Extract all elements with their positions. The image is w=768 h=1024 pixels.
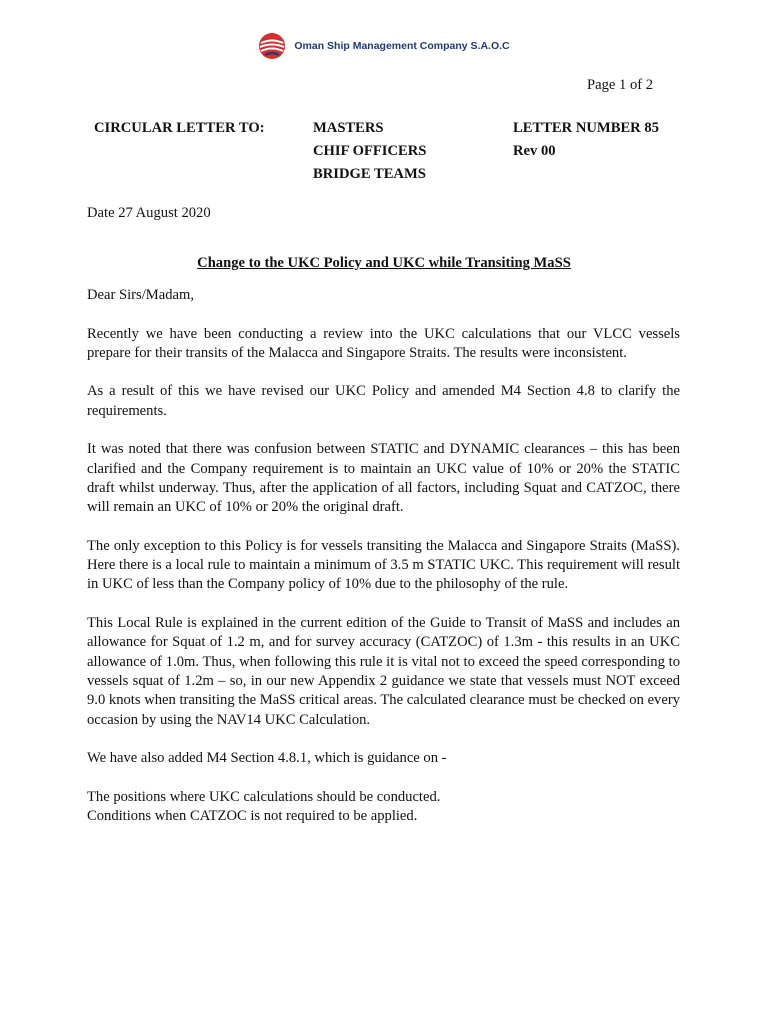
company-logo-icon [258,32,286,60]
list-item: The positions where UKC calculations should be conducted. [87,788,441,805]
recipient-bridge-teams: BRIDGE TEAMS [313,166,426,182]
recipient-chief-officers: CHIF OFFICERS [313,143,427,159]
addressee-row-3 [0,166,768,186]
circular-letter-label: CIRCULAR LETTER TO: [94,120,265,136]
letter-body [87,286,680,826]
letter-date: Date 27 August 2020 [87,205,211,221]
list-item: Conditions when CATZOC is not required to be applied. [87,808,418,825]
recipient-masters: MASTERS [313,120,384,136]
letter-number: LETTER NUMBER 85 [513,120,659,136]
addressee-row-2 [0,143,768,163]
paragraph: This Local Rule is explained in the current edition of the Guide to Transit of MaSS and includes an allowance for Squat of 1.2 m, and for survey accuracy (CATZOC) of 1.3m - this results in an UKC allowance of 1.0m. Thus, when following this rule it is vital not to exceed the speed corresponding to vessels squat of 1.2m – so, in our new Appendix 2 guidance we state that vessels must NOT exceed 9.0 knots when transiting the MaSS critical areas. The calculated clearance must be checked on every occasion by using the NAV14 UKC Calculation. [87,615,680,728]
letter-title: Change to the UKC Policy and UKC while Transiting MaSS [197,255,571,271]
addressee-row-1 [0,120,768,140]
page-number: Page 1 of 2 [587,77,654,93]
revision: Rev 00 [513,143,556,159]
letterhead [0,32,768,60]
salutation: Dear Sirs/Madam, [87,287,194,303]
company-name: Oman Ship Management Company S.A.O.C [294,40,510,52]
paragraph: Recently we have been conducting a review into the UKC calculations that our VLCC vessels prepare for their transits of the Malacca and Singapore Straits. The results were inconsistent. [87,325,680,361]
paragraph: The only exception to this Policy is for vessels transiting the Malacca and Singapore Straits (MaSS). Here there is a local rule to maintain a minimum of 3.5 m STATIC UKC. This requirement will result in UKC of less than the Company policy of 10% due to the philosophy of the rule. [87,537,680,593]
paragraph: We have also added M4 Section 4.8.1, which is guidance on - [87,750,447,767]
paragraph: As a result of this we have revised our UKC Policy and amended M4 Section 4.8 to clarify the requirements. [87,383,680,419]
paragraph: It was noted that there was confusion between STATIC and DYNAMIC clearances – this has been clarified and the Company requirement is to maintain an UKC value of 10% or 20% the STATIC draft whilst underway. Thus, after the application of all factors, including Squat and CATZOC, there will remain an UKC of 10% or 20% the original draft. [87,441,680,516]
